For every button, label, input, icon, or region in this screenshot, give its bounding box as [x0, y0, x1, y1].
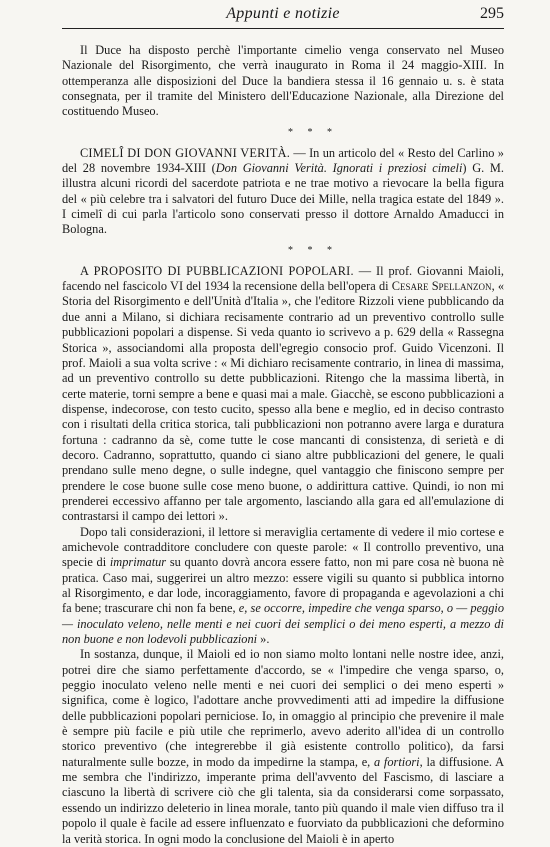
author-name: Cesare Spellanzon — [391, 279, 492, 294]
text-run: , « Storia del Risorgimento e dell'Unità d'Italia », che l'editore Rizzoli viene pubblicando da due anni a Milano, si dichiara recisamente contrario ad un preventivo controllo sulle pubblicazioni popolari a dispense. Si veda quanto io scrivevo a p. 629 della « Rassegna Storica », associandomi alla proposta dell'egregio consocio prof. Guido Vicenzoni. Il prof. Maioli a sua volta scrive : « Mi dichiaro recisamente contrario, in linea di massima, ad un preventivo controllo su dette pubblicazioni. Ritengo che la massima libertà, in certe materie, torni sempre a bene e quasi mai a male. Giacchè, se escono pubblicazioni a dispense, indecorose, con testo cucito, spesso alla bene e meglio, ed in deciso contrasto con i risultati della critica storica, tali pubblicazioni non potranno avere larga e duratura fortuna : cadranno da sè, come tutte le cose mancanti di consistenza, di serietà e di decoro. Cadranno, soprattutto, quando ci siano altre pubblicazioni del genere, le quali prendano sulle meno degne, o sulle indegne, quel vantaggio che finiscono sempre per prendere le cose buone sulle cose meno buone, o addirittura cattive. Quindi, io non mi prenderei eccessivo affanno per tale argomento, lasciando alla gara ed all'emulazione di contrastarsi il campo dei lettori ». — [62, 279, 505, 524]
italic-run: Don Giovanni Verità. Ignorati i preziosi cimeli — [215, 161, 463, 176]
text-run: Dopo tali considerazioni, il lettore si meraviglia certamente di vedere il mio cortese e amichevole contradditore concludere con queste parole: « Il controllo preventivo, una specie di — [62, 524, 504, 570]
running-title: Appunti e notizie — [226, 5, 340, 22]
italic-run: imprimatur — [109, 555, 167, 570]
section-title-cimeli: CIMELÎ DI DON GIOVANNI VERITÀ. — [80, 145, 290, 160]
text-run: , la diffusione. A me sembra che l'indirizzo, imperante prima dell'avvento del Fascismo, di lasciare a ciascuno la libertà di scrivere ciò che gli talenta, sia da considerarsi come sorpassato, essendo un indirizzo deleterio in linea morale, tanto più quando il male vien diffuso tra il popolo il quale è facile ad essere influenzato e fuorviato da pubblicazioni che deformino la verità storica. In ogni modo la conclusione del Maioli è in aperto — [62, 754, 504, 846]
text-run: — In un articolo del « Resto del Carlino » del 28 novembre 1934-XIII ( — [62, 145, 504, 176]
page-number: 295 — [480, 5, 504, 22]
section-separator: * * * — [288, 244, 338, 256]
section-title-pubblicazioni: A PROPOSITO DI PUBBLICAZIONI POPOLARI. — [80, 263, 354, 278]
paragraph-sostanza — [62, 647, 504, 846]
text-run: ) G. M. illustra alcuni ricordi del sacerdote patriota e ne trae motivo a rievocare la bella figura del « più celebre tra i salvatori del futuro Duce dei Mille, nella tragica estate del 1849 ». I cimelî di cui parla l'articolo sono conservati presso il dottore Arnaldo Amaducci in Bologna. — [62, 161, 504, 237]
paragraph-cimeli — [62, 146, 504, 238]
italic-run: a fortiori — [374, 754, 420, 769]
text-run: — Il prof. Giovanni Maioli, facendo nel fascicolo VI del 1934 la recensione della bell'opera di — [62, 263, 504, 294]
italic-run: e, se occorre, impedire che venga sparso, o — peggio — inoculato veleno, nelle menti e nei cuori dei semplici o dei meno esperti, a mezzo di non buone e non lodevoli pubblicazioni — [62, 601, 504, 647]
paragraph-pubblicazioni — [62, 264, 504, 525]
text-run: su quanto dovrà ancora essere fatto, non mi pare cosa nè buona nè pratica. Caso mai, suggerirei un altro mezzo: essere vigili su quanto si pubblica intorno al Risorgimento, e dar lode, incoraggiamento, favore di propaganda e agevolazioni a chi fa bene; trascurare chi non fa bene, — [62, 555, 504, 616]
paragraph-museo: Il Duce ha disposto perchè l'importante cimelio venga conservato nel Museo Nazionale del Risorgimento, che verrà inaugurato in Roma il 24 maggio-XIII. In ottemperanza alle disposizioni del Duce la bandiera stessa il 16 gennaio u. s. è stata consegnata, per il tramite del Ministero dell'Educazione Nazionale, alla Direzione del costituendo Museo. — [62, 43, 504, 119]
text-run: ». — [257, 632, 270, 647]
page-header — [62, 0, 504, 29]
paragraph-considerazioni — [62, 525, 504, 648]
text-run: In sostanza, dunque, il Maioli ed io non siamo molto lontani nelle nostre idee, anzi, potrei dire che siamo perfettamente d'accordo, se « l'impedire che venga sparso, o, peggio inoculato veleno nelle menti e nei cuori dei semplici o dei meno esperti » significa, come è logico, l'adottare anche provvedimenti atti ad impedire la diffusione delle pubblicazioni popolari perniciose. Io, in omaggio al principio che prevenire il male è sempre più facile e più utile che reprimerlo, avevo aderito all'idea di un controllo storico preventivo (che integrerebbe il già esistente controllo politico), da farsi naturalmente sulle bozze, in modo da impedirne la stampa, e, — [62, 647, 504, 769]
section-separator: * * * — [288, 126, 338, 138]
